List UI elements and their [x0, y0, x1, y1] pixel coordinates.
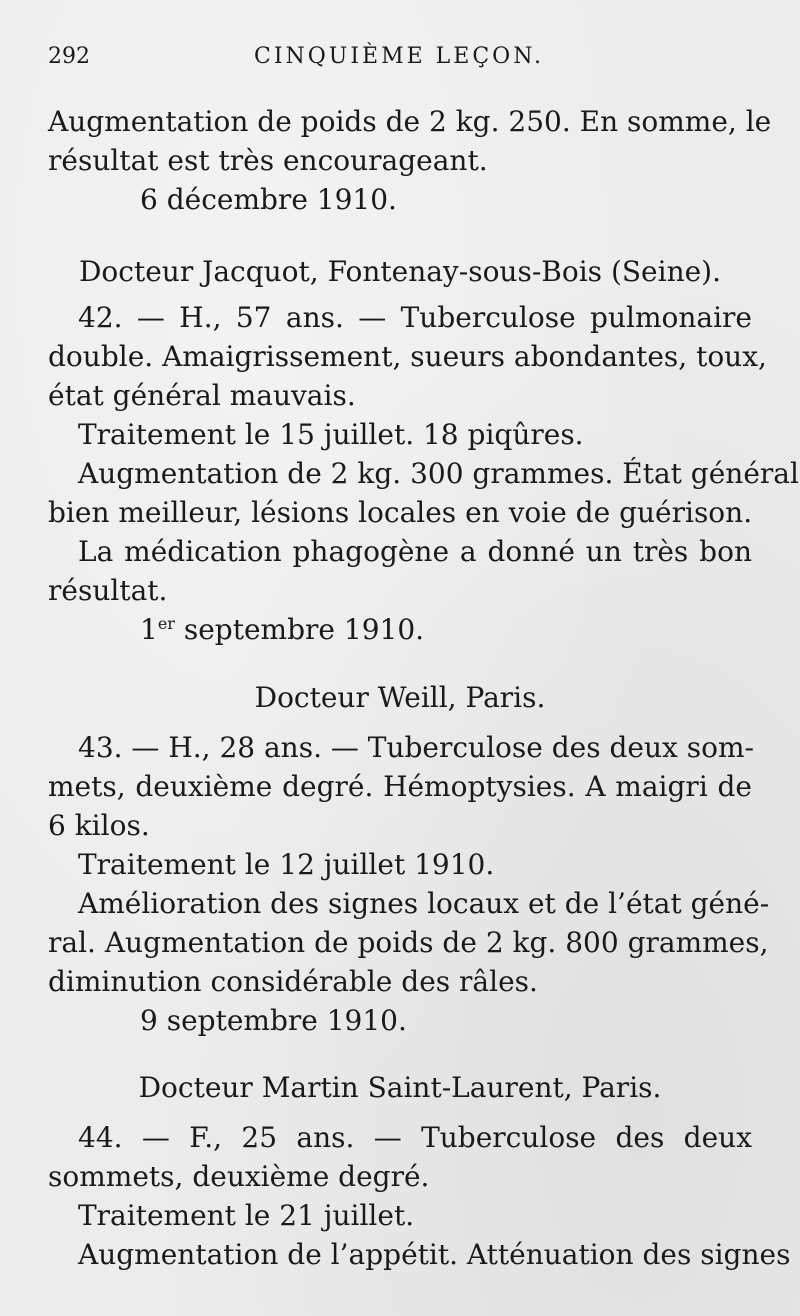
text-line: état général mauvais.	[48, 379, 356, 412]
doctor-heading: Docteur Martin Saint-Laurent, Paris.	[138, 1071, 662, 1104]
ordinal-suffix: er	[157, 614, 175, 633]
text-line: ral. Augmentation de poids de 2 kg. 800 grammes,	[48, 926, 769, 959]
text-line: résultat est très encourageant.	[48, 144, 488, 177]
page-header	[48, 38, 752, 78]
text-line: sommets, deuxième degré.	[48, 1160, 430, 1193]
text-line: résultat.	[48, 574, 168, 607]
text-line: Amélioration des signes locaux et de l’état géné-	[78, 887, 770, 920]
date-line: 6 décembre 1910.	[140, 183, 397, 216]
date-line	[140, 612, 424, 648]
date-line: 9 septembre 1910.	[140, 1004, 407, 1037]
text-line: 6 kilos.	[48, 809, 150, 842]
case-line: 43. — H., 28 ans. — Tuberculose des deux som-	[78, 731, 754, 764]
date-day: 1	[140, 613, 158, 646]
date-rest: septembre 1910.	[183, 613, 425, 646]
case-line: 42. — H., 57 ans. — Tuberculose pulmonaire	[78, 301, 752, 334]
text-line: Augmentation de l’appétit. Atténuation des signes	[78, 1238, 791, 1271]
text-line: Augmentation de poids de 2 kg. 250. En somme, le	[48, 105, 772, 138]
page-number: 292	[48, 44, 90, 69]
text-line: Traitement le 21 juillet.	[78, 1199, 415, 1232]
text-line: mets, deuxième degré. Hémoptysies. A maigri de	[48, 770, 752, 803]
text-line: Augmentation de 2 kg. 300 grammes. État général	[78, 457, 799, 490]
text-line: Traitement le 15 juillet. 18 piqûres.	[78, 418, 584, 451]
text-line: diminution considérable des râles.	[48, 965, 538, 998]
text-line: bien meilleur, lésions locales en voie de guérison.	[48, 496, 753, 529]
text-line: La médication phagogène a donné un très bon	[78, 535, 752, 568]
case-line: 44. — F., 25 ans. — Tuberculose des deux	[78, 1121, 752, 1154]
doctor-heading: Docteur Jacquot, Fontenay-sous-Bois (Seine).	[78, 255, 722, 288]
doctor-heading: Docteur Weill, Paris.	[254, 681, 546, 714]
text-line: Traitement le 12 juillet 1910.	[78, 848, 495, 881]
text-line: double. Amaigrissement, sueurs abondantes, toux,	[48, 340, 767, 373]
running-title: CINQUIÈME LEÇON.	[254, 44, 545, 69]
